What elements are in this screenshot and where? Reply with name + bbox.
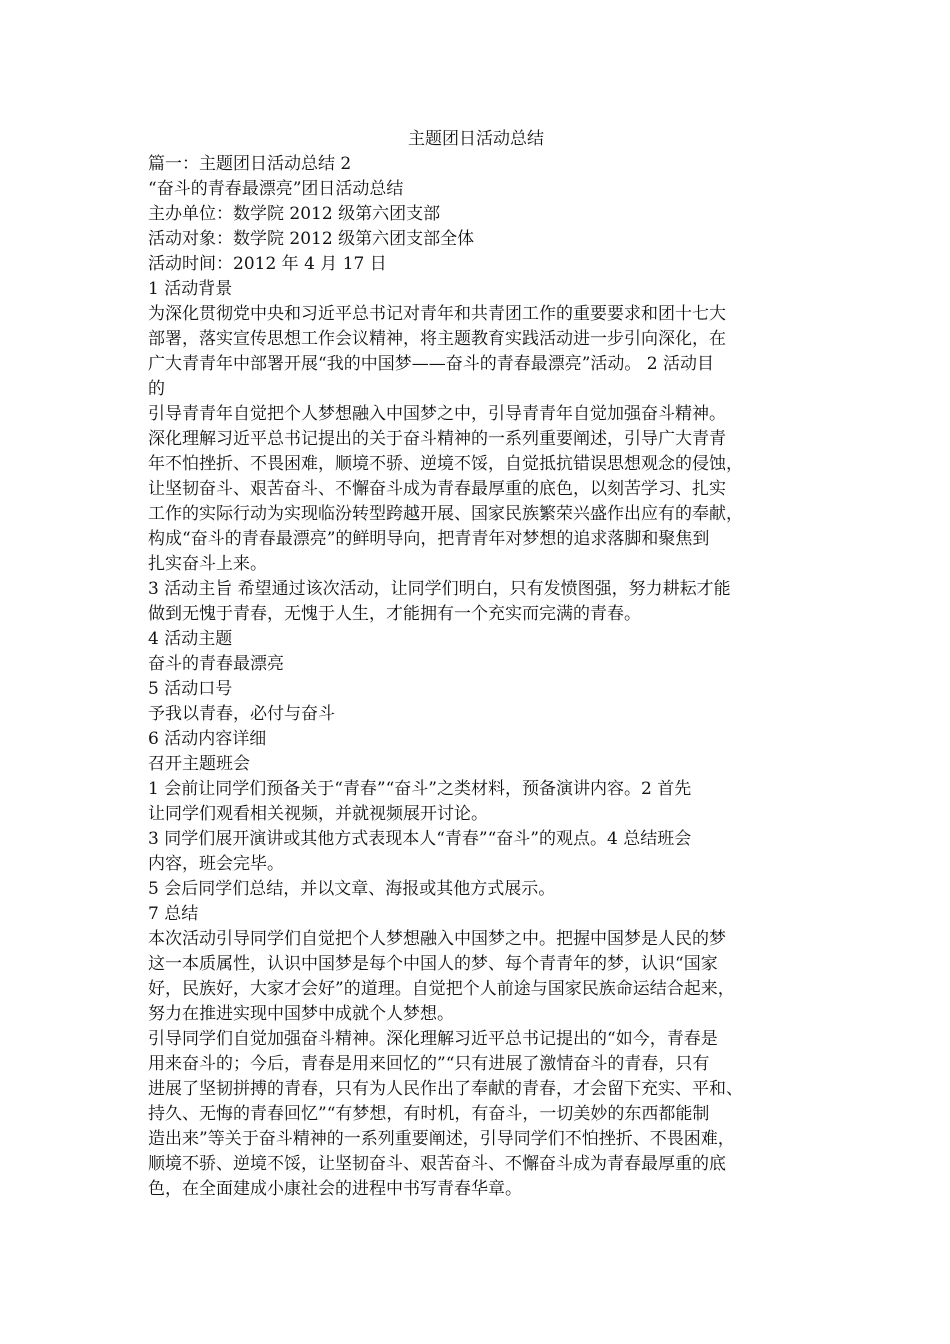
document-title: 主题团日活动总结 xyxy=(408,129,544,149)
text-line: 篇一：主题团日活动总结 2 xyxy=(148,154,352,174)
document-body xyxy=(148,127,808,1202)
text-line: 年不怕挫折、不畏困难，顺境不骄、逆境不馁，自觉抵抗错误思想观念的侵蚀， xyxy=(148,454,743,474)
text-line: 努力在推进实现中国梦中成就个人梦想。 xyxy=(148,1004,454,1024)
section-heading: 5 活动口号 xyxy=(148,679,233,699)
text-line: 活动时间：2012 年 4 月 17 日 xyxy=(148,254,387,274)
text-line: “奋斗的青春最漂亮”团日活动总结 xyxy=(148,179,404,199)
text-line: 顺境不骄、逆境不馁，让坚韧奋斗、艰苦奋斗、不懈奋斗成为青春最厚重的底 xyxy=(148,1154,726,1174)
text-line: 色，在全面建成小康社会的进程中书写青春华章。 xyxy=(148,1179,522,1199)
text-line: 工作的实际行动为实现临汾转型跨越开展、国家民族繁荣兴盛作出应有的奉献， xyxy=(148,504,743,524)
text-line: 的 xyxy=(148,379,165,399)
text-line: 让坚韧奋斗、艰苦奋斗、不懈奋斗成为青春最厚重的底色，以刻苦学习、扎实 xyxy=(148,479,726,499)
section-heading: 6 活动内容详细 xyxy=(148,729,267,749)
text-line: 内容，班会完毕。 xyxy=(148,854,284,874)
text-line: 广大青青年中部署开展“我的中国梦——奋斗的青春最漂亮”活动。 2 活动目 xyxy=(148,354,715,374)
text-line: 让同学们观看相关视频，并就视频展开讨论。 xyxy=(148,804,488,824)
text-line: 为深化贯彻党中央和习近平总书记对青年和共青团工作的重要要求和团十七大 xyxy=(148,304,726,324)
text-line: 奋斗的青春最漂亮 xyxy=(148,654,284,674)
text-line: 用来奋斗的；今后，青春是用来回忆的”“只有进展了激情奋斗的青春，只有 xyxy=(148,1054,710,1074)
text-line: 引导同学们自觉加强奋斗精神。深化理解习近平总书记提出的“如今，青春是 xyxy=(148,1029,718,1049)
text-line: 引导青青年自觉把个人梦想融入中国梦之中，引导青青年自觉加强奋斗精神。 xyxy=(148,404,726,424)
section-heading: 7 总结 xyxy=(148,904,199,924)
text-line: 予我以青春，必付与奋斗 xyxy=(148,704,335,724)
text-line: 好，民族好，大家才会好”的道理。自觉把个人前途与国家民族命运结合起来， xyxy=(148,979,735,999)
text-line: 召开主题班会 xyxy=(148,754,250,774)
text-line: 5 会后同学们总结，并以文章、海报或其他方式展示。 xyxy=(148,879,556,899)
text-line: 持久、无悔的青春回忆”“有梦想，有时机，有奋斗，一切美妙的东西都能制 xyxy=(148,1104,710,1124)
text-line: 本次活动引导同学们自觉把个人梦想融入中国梦之中。把握中国梦是人民的梦 xyxy=(148,929,726,949)
text-line: 3 同学们展开演讲或其他方式表现本人“青春”“奋斗”的观点。4 总结班会 xyxy=(148,829,692,849)
text-line: 这一本质属性，认识中国梦是每个中国人的梦、每个青青年的梦，认识“国家 xyxy=(148,954,718,974)
text-line: 主办单位：数学院 2012 级第六团支部 xyxy=(148,204,441,224)
text-line: 构成“奋斗的青春最漂亮”的鲜明导向，把青青年对梦想的追求落脚和聚焦到 xyxy=(148,529,710,549)
text-line: 部署，落实宣传思想工作会议精神，将主题教育实践活动进一步引向深化，在 xyxy=(148,329,726,349)
text-line: 做到无愧于青春，无愧于人生，才能拥有一个充实而完满的青春。 xyxy=(148,604,641,624)
text-line: 进展了坚韧拼搏的青春，只有为人民作出了奉献的青春，才会留下充实、平和、 xyxy=(148,1079,743,1099)
text-line: 造出来”等关于奋斗精神的一系列重要阐述，引导同学们不怕挫折、不畏困难， xyxy=(148,1129,735,1149)
section-heading: 4 活动主题 xyxy=(148,629,233,649)
text-line: 3 活动主旨 希望通过该次活动，让同学们明白，只有发愤图强，努力耕耘才能 xyxy=(148,579,731,599)
text-line: 深化理解习近平总书记提出的关于奋斗精神的一系列重要阐述，引导广大青青 xyxy=(148,429,726,449)
text-line: 活动对象：数学院 2012 级第六团支部全体 xyxy=(148,229,475,249)
text-line: 1 会前让同学们预备关于“青春”“奋斗”之类材料，预备演讲内容。2 首先 xyxy=(148,779,692,799)
text-line: 扎实奋斗上来。 xyxy=(148,554,267,574)
section-heading: 1 活动背景 xyxy=(148,279,233,299)
